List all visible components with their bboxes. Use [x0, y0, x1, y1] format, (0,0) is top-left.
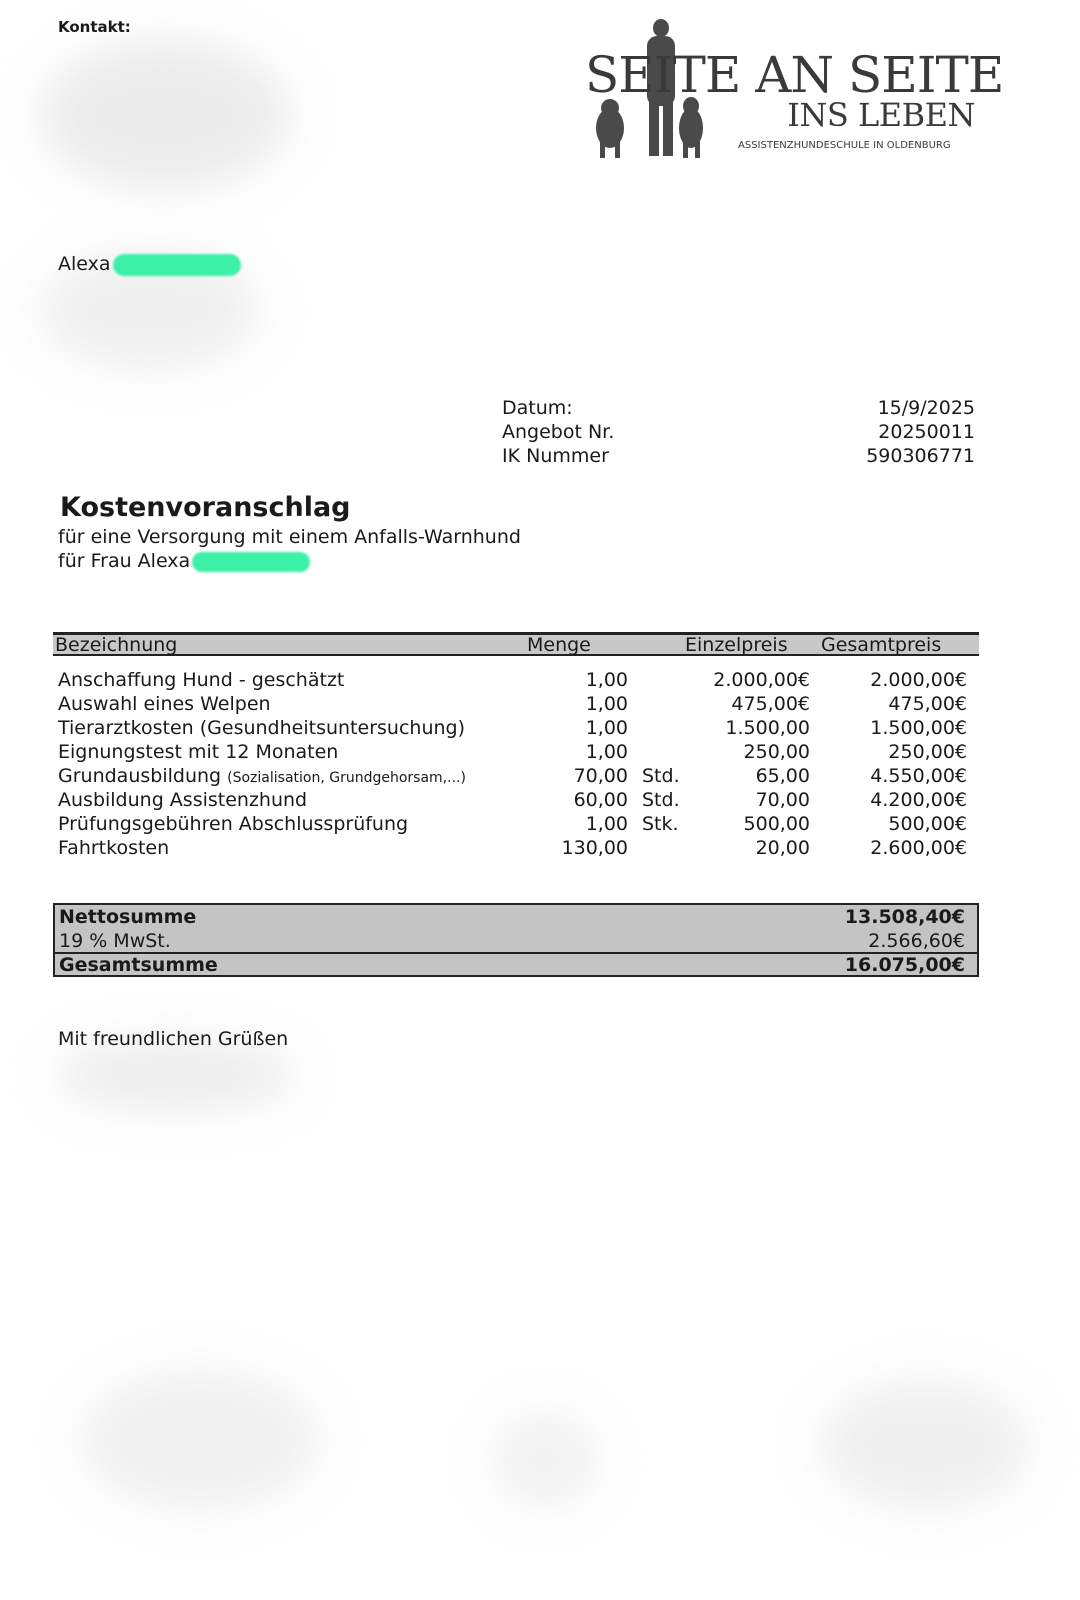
table-row	[0, 717, 1080, 741]
item-total: 4.550,00€	[870, 765, 967, 787]
redaction-smudge	[490, 1410, 600, 1510]
item-unit: Stk.	[642, 813, 679, 835]
item-name: Ausbildung Assistenzhund	[58, 789, 308, 811]
item-qty: 1,00	[585, 813, 628, 835]
table-row	[0, 837, 1080, 861]
document-title: Kostenvoranschlag	[60, 492, 351, 523]
table-row	[0, 741, 1080, 765]
item-name: Fahrtkosten	[58, 837, 170, 859]
item-total: 2.600,00€	[870, 837, 967, 859]
net-total-row	[55, 906, 977, 930]
table-row	[0, 765, 1080, 789]
item-qty: 70,00	[573, 765, 628, 787]
item-name: Eignungstest mit 12 Monaten	[58, 741, 339, 763]
meta-label: Datum:	[502, 397, 573, 419]
item-name: Grundausbildung	[58, 765, 222, 787]
meta-value: 15/9/2025	[877, 397, 975, 419]
item-qty: 1,00	[585, 669, 628, 691]
redaction-mark	[113, 254, 241, 276]
item-unit-price: 1.500,00	[725, 717, 810, 739]
company-logo	[585, 18, 1004, 168]
item-unit-price: 500,00	[743, 813, 810, 835]
redaction-smudge	[820, 1380, 1030, 1510]
document-subtitle: für eine Versorgung mit einem Anfalls-Warnhund	[58, 526, 521, 548]
redaction-smudge	[55, 1040, 295, 1110]
item-unit-price: 2.000,00€	[713, 669, 810, 691]
item-unit: Std.	[642, 765, 680, 787]
kontakt-label: Kontakt:	[58, 18, 131, 36]
item-unit-price: 70,00	[755, 789, 810, 811]
item-total: 2.000,00€	[870, 669, 967, 691]
logo-title: SEITE AN SEITE	[585, 46, 1004, 104]
item-unit-price: 250,00	[743, 741, 810, 763]
item-qty: 1,00	[585, 741, 628, 763]
column-header-name: Bezeichnung	[55, 634, 178, 656]
column-header-unit-price: Einzelpreis	[685, 634, 788, 656]
item-qty: 1,00	[585, 717, 628, 739]
gross-total-value: 16.075,00€	[844, 954, 965, 976]
meta-label: IK Nummer	[502, 445, 609, 467]
item-unit-price: 475,00€	[731, 693, 810, 715]
recipient-name	[58, 253, 241, 276]
item-qty: 1,00	[585, 693, 628, 715]
item-total: 4.200,00€	[870, 789, 967, 811]
table-row	[0, 813, 1080, 837]
item-total: 500,00€	[888, 813, 967, 835]
logo-tagline: ASSISTENZHUNDESCHULE IN OLDENBURG	[738, 140, 951, 151]
item-name: Prüfungsgebühren Abschlussprüfung	[58, 813, 409, 835]
meta-label: Angebot Nr.	[502, 421, 615, 443]
item-total: 250,00€	[888, 741, 967, 763]
document-subtitle-recipient	[58, 550, 310, 572]
recipient-name-text: Alexa	[58, 253, 111, 275]
column-header-total: Gesamtpreis	[821, 634, 942, 656]
redaction-smudge	[80, 1370, 320, 1510]
meta-value: 20250011	[878, 421, 975, 443]
item-name: Tierarztkosten (Gesundheitsuntersuchung)	[58, 717, 465, 739]
item-name-wrap	[58, 765, 466, 787]
table-row	[0, 693, 1080, 717]
item-qty: 130,00	[561, 837, 628, 859]
table-header	[53, 632, 979, 656]
item-qty: 60,00	[573, 789, 628, 811]
subtitle-text: für Frau Alexa	[58, 550, 191, 572]
item-total: 475,00€	[888, 693, 967, 715]
meta-value: 590306771	[866, 445, 975, 467]
item-note: (Sozialisation, Grundgehorsam,...)	[227, 770, 466, 786]
table-row	[0, 789, 1080, 813]
vat-label: 19 % MwSt.	[59, 930, 171, 952]
gross-total-label: Gesamtsumme	[59, 954, 218, 976]
totals-box	[53, 903, 979, 977]
item-unit-price: 65,00	[755, 765, 810, 787]
item-name: Auswahl eines Welpen	[58, 693, 271, 715]
item-unit-price: 20,00	[755, 837, 810, 859]
item-unit: Std.	[642, 789, 680, 811]
net-total-label: Nettosumme	[59, 906, 197, 928]
item-total: 1.500,00€	[870, 717, 967, 739]
item-name: Anschaffung Hund - geschätzt	[58, 669, 345, 691]
logo-subtitle: INS LEBEN	[787, 96, 975, 134]
redaction-smudge	[40, 40, 290, 190]
gross-total-row	[55, 954, 977, 978]
vat-row	[55, 930, 977, 954]
vat-value: 2.566,60€	[868, 930, 965, 952]
redaction-mark	[192, 552, 310, 572]
table-row	[0, 669, 1080, 693]
closing-text: Mit freundlichen Grüßen	[58, 1028, 289, 1050]
net-total-value: 13.508,40€	[844, 906, 965, 928]
column-header-qty: Menge	[527, 634, 591, 656]
